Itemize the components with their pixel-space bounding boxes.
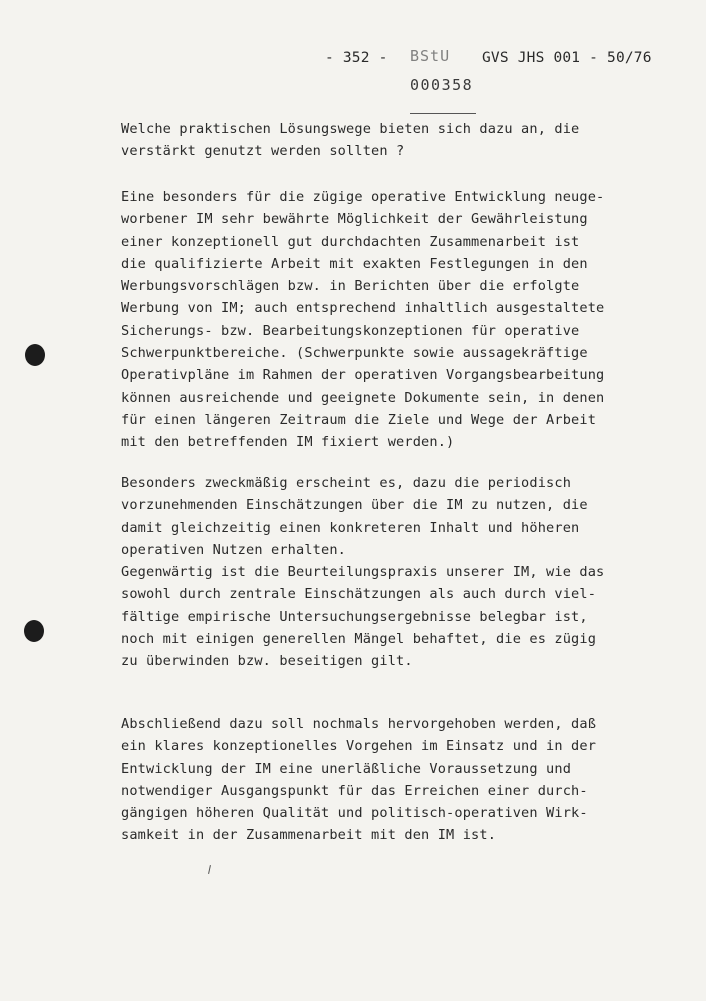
header-rule: [410, 113, 476, 114]
text-line: können ausreichende und geeignete Dokumente sein, in denen: [121, 389, 605, 406]
page-header: [325, 50, 398, 66]
paragraph-solution: [121, 186, 661, 454]
text-line: Schwerpunktbereiche. (Schwerpunkte sowie aussagekräftige: [121, 345, 588, 362]
text-line: Entwicklung der IM eine unerläßliche Voraussetzung und: [121, 760, 572, 777]
archive-stamp: BStU: [410, 47, 451, 65]
text-line: operativen Nutzen erhalten.: [121, 541, 347, 558]
text-line: sowohl durch zentrale Einschätzungen als auch durch viel-: [121, 586, 597, 603]
text-line: verstärkt genutzt werden sollten ?: [121, 143, 405, 160]
pen-mark: [208, 865, 211, 874]
text-line: fältige empirische Untersuchungsergebnisse belegbar ist,: [121, 608, 588, 625]
document-reference: GVS JHS 001 - 50/76: [482, 50, 652, 66]
text-line: worbener IM sehr bewährte Möglichkeit der Gewährleistung: [121, 211, 588, 228]
text-line: die qualifizierte Arbeit mit exakten Festlegungen in den: [121, 255, 588, 272]
text-line: Werbung von IM; auch entsprechend inhaltlich ausgestaltete: [121, 300, 605, 317]
text-line: gängigen höheren Qualität und politisch-operativen Wirk-: [121, 805, 588, 822]
text-line: samkeit in der Zusammenarbeit mit den IM ist.: [121, 827, 497, 844]
punch-hole-bottom: [24, 620, 44, 642]
text-line: Besonders zweckmäßig erscheint es, dazu die periodisch: [121, 475, 572, 491]
paragraph-assessment: [121, 472, 661, 673]
text-line: Gegenwärtig ist die Beurteilungspraxis unserer IM, wie das: [121, 564, 605, 581]
text-line: ein klares konzeptionelles Vorgehen im Einsatz und in der: [121, 738, 597, 755]
document-reference-wrap: [482, 50, 662, 66]
text-line: Sicherungs- bzw. Bearbeitungskonzeptionen für operative: [121, 322, 580, 339]
text-line: notwendiger Ausgangspunkt für das Erreichen einer durch-: [121, 782, 588, 799]
paragraph-conclusion: [121, 713, 661, 847]
page-number: - 352 -: [325, 50, 388, 66]
text-line: vorzunehmenden Einschätzungen über die IM zu nutzen, die: [121, 497, 588, 514]
text-line: Eine besonders für die zügige operative Entwicklung neuge-: [121, 189, 605, 205]
text-line: zu überwinden bzw. beseitigen gilt.: [121, 653, 413, 670]
text-line: Abschließend dazu soll nochmals hervorgehoben werden, daß: [121, 716, 597, 732]
text-line: für einen längeren Zeitraum die Ziele und Wege der Arbeit: [121, 411, 597, 428]
punch-hole-top: [25, 344, 45, 366]
text-line: mit den betreffenden IM fixiert werden.): [121, 434, 455, 451]
text-line: Werbungsvorschlägen bzw. in Berichten über die erfolgte: [121, 278, 580, 295]
archive-number: 000358: [410, 76, 474, 94]
text-line: Operativpläne im Rahmen der operativen Vorgangsbearbeitung: [121, 367, 605, 384]
text-line: damit gleichzeitig einen konkreteren Inhalt und höheren: [121, 519, 580, 536]
paragraph-question: [121, 118, 661, 163]
text-line: noch mit einigen generellen Mängel behaftet, die es zügig: [121, 631, 597, 648]
text-line: Welche praktischen Lösungswege bieten sich dazu an, die: [121, 121, 580, 137]
text-line: einer konzeptionell gut durchdachten Zusammenarbeit ist: [121, 233, 580, 250]
